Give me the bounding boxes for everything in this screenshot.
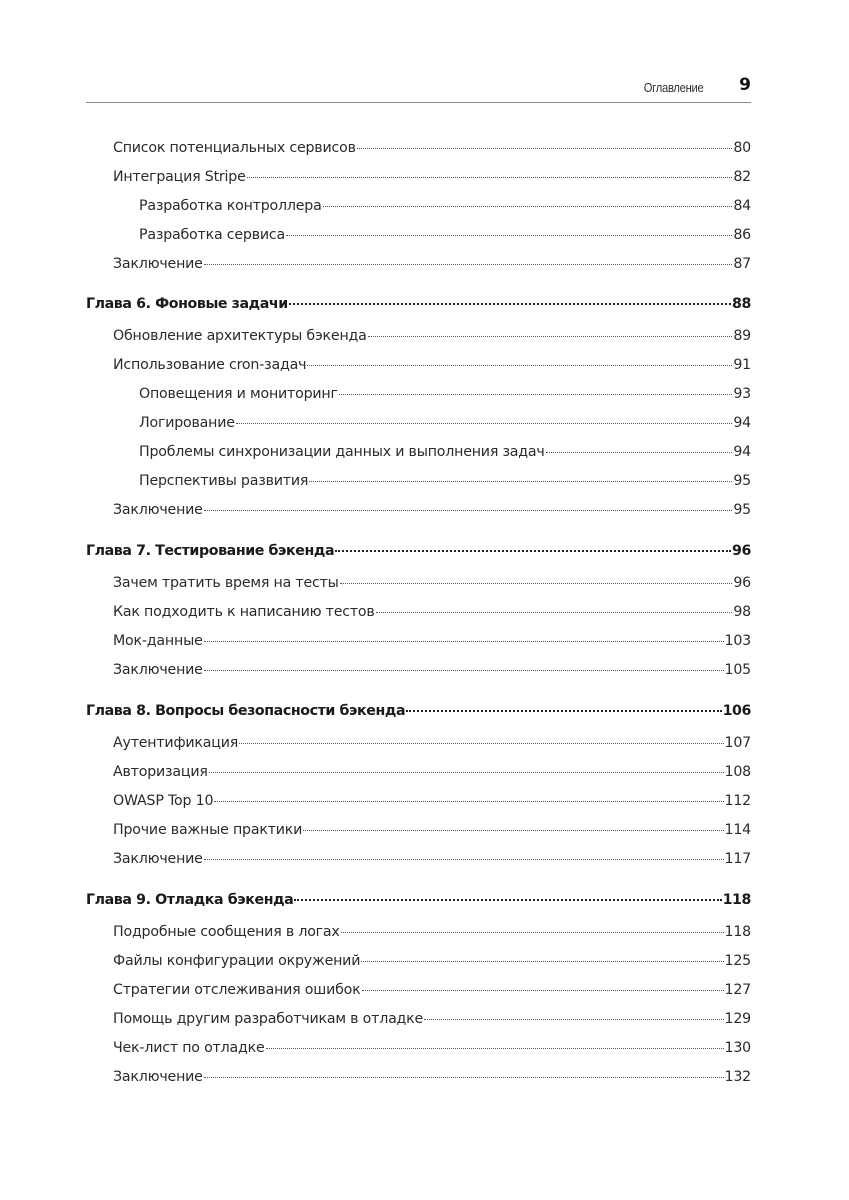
toc-entry-title: Использование cron-задач: [113, 357, 307, 373]
toc-entry-title: Заключение: [113, 851, 203, 867]
toc-entry-title: Аутентификация: [113, 735, 239, 751]
toc-entry[interactable]: [86, 569, 751, 598]
dot-leader: [406, 709, 721, 712]
chapter-page: 118: [722, 892, 751, 908]
toc-chapter-6[interactable]: [86, 289, 751, 319]
toc-subentry[interactable]: [86, 221, 751, 250]
toc-entry-page: 93: [733, 386, 751, 402]
toc-entry-title: Список потенциальных сервисов: [113, 140, 356, 156]
dot-leader: [289, 302, 731, 305]
dot-leader: [424, 1018, 723, 1020]
toc-entry-page: 108: [724, 764, 751, 780]
toc-entry-page: 89: [733, 328, 751, 344]
toc-entry[interactable]: [86, 758, 751, 787]
dot-leader: [204, 858, 724, 860]
chapter-title: Глава 6. Фоновые задачи: [86, 296, 288, 312]
chapter-page: 106: [722, 703, 751, 719]
toc-entry[interactable]: [86, 250, 751, 279]
toc-subentry[interactable]: [86, 380, 751, 409]
toc-entry[interactable]: [86, 816, 751, 845]
dot-leader: [286, 234, 732, 236]
dot-leader: [266, 1047, 724, 1049]
dot-leader: [303, 829, 723, 831]
toc-entry-title: Чек-лист по отладке: [113, 1040, 265, 1056]
toc-entry-title: Подробные сообщения в логах: [113, 924, 340, 940]
toc-subentry[interactable]: [86, 438, 751, 467]
toc-chapter-8[interactable]: [86, 696, 751, 726]
toc-entry-page: 107: [724, 735, 751, 751]
toc-entry-title: Логирование: [139, 415, 235, 431]
dot-leader: [362, 989, 724, 991]
toc-chapter-7[interactable]: [86, 536, 751, 566]
toc-entry[interactable]: [86, 163, 751, 192]
toc-entry-title: Прочие важные практики: [113, 822, 303, 838]
toc-entry-page: 105: [724, 662, 751, 678]
chapter-page: 88: [732, 296, 751, 312]
dot-leader: [361, 960, 723, 962]
chapter-page: 96: [732, 543, 751, 559]
dot-leader: [239, 742, 723, 744]
toc-entry-page: 80: [733, 140, 751, 156]
toc-entry-title: Как подходить к написанию тестов: [113, 604, 375, 620]
toc-entry-title: Интеграция Stripe: [113, 169, 246, 185]
toc-entry-page: 132: [724, 1069, 751, 1085]
toc-entry-page: 118: [724, 924, 751, 940]
toc-entry[interactable]: [86, 134, 751, 163]
toc-entry-title: Оповещения и мониторинг: [139, 386, 338, 402]
toc-entry-title: Разработка сервиса: [139, 227, 285, 243]
dot-leader: [209, 771, 724, 773]
toc-entry-page: 94: [733, 444, 751, 460]
toc-entry-title: Перспективы развития: [139, 473, 309, 489]
toc-entry[interactable]: [86, 322, 751, 351]
toc-chapter-9[interactable]: [86, 885, 751, 915]
toc-entry-page: 98: [733, 604, 751, 620]
toc-entry-title: Стратегии отслеживания ошибок: [113, 982, 361, 998]
toc-entry[interactable]: [86, 627, 751, 656]
toc-entry[interactable]: [86, 845, 751, 874]
toc-entry-page: 95: [733, 502, 751, 518]
dot-leader: [546, 451, 733, 453]
toc-entry-title: Заключение: [113, 1069, 203, 1085]
dot-leader: [340, 582, 733, 584]
toc-entry-page: 82: [733, 169, 751, 185]
toc-entry-title: Разработка контроллера: [139, 198, 322, 214]
dot-leader: [368, 335, 733, 337]
toc-entry-title: Зачем тратить время на тесты: [113, 575, 339, 591]
dot-leader: [204, 1076, 724, 1078]
toc-entry[interactable]: [86, 976, 751, 1005]
page-number: 9: [739, 75, 751, 95]
running-header: [86, 74, 751, 103]
toc-entry-title: Заключение: [113, 256, 203, 272]
dot-leader: [214, 800, 723, 802]
toc-entry-title: Заключение: [113, 662, 203, 678]
toc-entry-page: 125: [724, 953, 751, 969]
dot-leader: [204, 509, 733, 511]
dot-leader: [204, 669, 724, 671]
toc-entry[interactable]: [86, 1034, 751, 1063]
dot-leader: [357, 147, 733, 149]
dot-leader: [323, 205, 733, 207]
dot-leader: [376, 611, 733, 613]
toc-entry-title: Авторизация: [113, 764, 208, 780]
toc-entry[interactable]: [86, 1063, 751, 1092]
toc-entry-page: 95: [733, 473, 751, 489]
toc-entry[interactable]: [86, 918, 751, 947]
chapter-title: Глава 9. Отладка бэкенда: [86, 892, 294, 908]
toc-entry-page: 112: [724, 793, 751, 809]
chapter-title: Глава 7. Тестирование бэкенда: [86, 543, 335, 559]
toc-entry-page: 117: [724, 851, 751, 867]
dot-leader: [236, 422, 733, 424]
toc-entry[interactable]: [86, 598, 751, 627]
dot-leader: [294, 898, 721, 901]
toc-entry[interactable]: [86, 729, 751, 758]
toc-entry-title: Файлы конфигурации окружений: [113, 953, 361, 969]
toc-entry-page: 127: [724, 982, 751, 998]
toc-entry-page: 96: [733, 575, 751, 591]
dot-leader: [307, 364, 732, 366]
toc-entry-page: 94: [733, 415, 751, 431]
toc-entry-title: OWASP Top 10: [113, 793, 214, 809]
chapter-title: Глава 8. Вопросы безопасности бэкенда: [86, 703, 406, 719]
toc-subentry[interactable]: [86, 409, 751, 438]
dot-leader: [309, 480, 732, 482]
dot-leader: [247, 176, 733, 178]
toc-subentry[interactable]: [86, 192, 751, 221]
toc-entry[interactable]: [86, 787, 751, 816]
dot-leader: [341, 931, 724, 933]
toc-entry-title: Мок-данные: [113, 633, 203, 649]
toc-entry[interactable]: [86, 1005, 751, 1034]
toc-entry-page: 129: [724, 1011, 751, 1027]
toc-entry-page: 91: [733, 357, 751, 373]
toc-entry-page: 87: [733, 256, 751, 272]
toc-subentry[interactable]: [86, 467, 751, 496]
dot-leader: [339, 393, 733, 395]
toc-entry-title: Проблемы синхронизации данных и выполнения задач: [139, 444, 545, 460]
toc-entry-title: Обновление архитектуры бэкенда: [113, 328, 367, 344]
toc-entry-page: 84: [733, 198, 751, 214]
toc-entry[interactable]: [86, 351, 751, 380]
toc-entry-page: 103: [724, 633, 751, 649]
running-header-section-title: Оглавление: [643, 80, 703, 95]
toc-entry-page: 114: [724, 822, 751, 838]
table-of-contents: [86, 134, 751, 1092]
toc-entry[interactable]: [86, 947, 751, 976]
toc-entry[interactable]: [86, 496, 751, 525]
dot-leader: [204, 640, 724, 642]
toc-entry-title: Заключение: [113, 502, 203, 518]
dot-leader: [335, 549, 731, 552]
toc-entry-page: 130: [724, 1040, 751, 1056]
toc-entry[interactable]: [86, 656, 751, 685]
toc-entry-title: Помощь другим разработчикам в отладке: [113, 1011, 424, 1027]
toc-entry-page: 86: [733, 227, 751, 243]
dot-leader: [204, 263, 733, 265]
